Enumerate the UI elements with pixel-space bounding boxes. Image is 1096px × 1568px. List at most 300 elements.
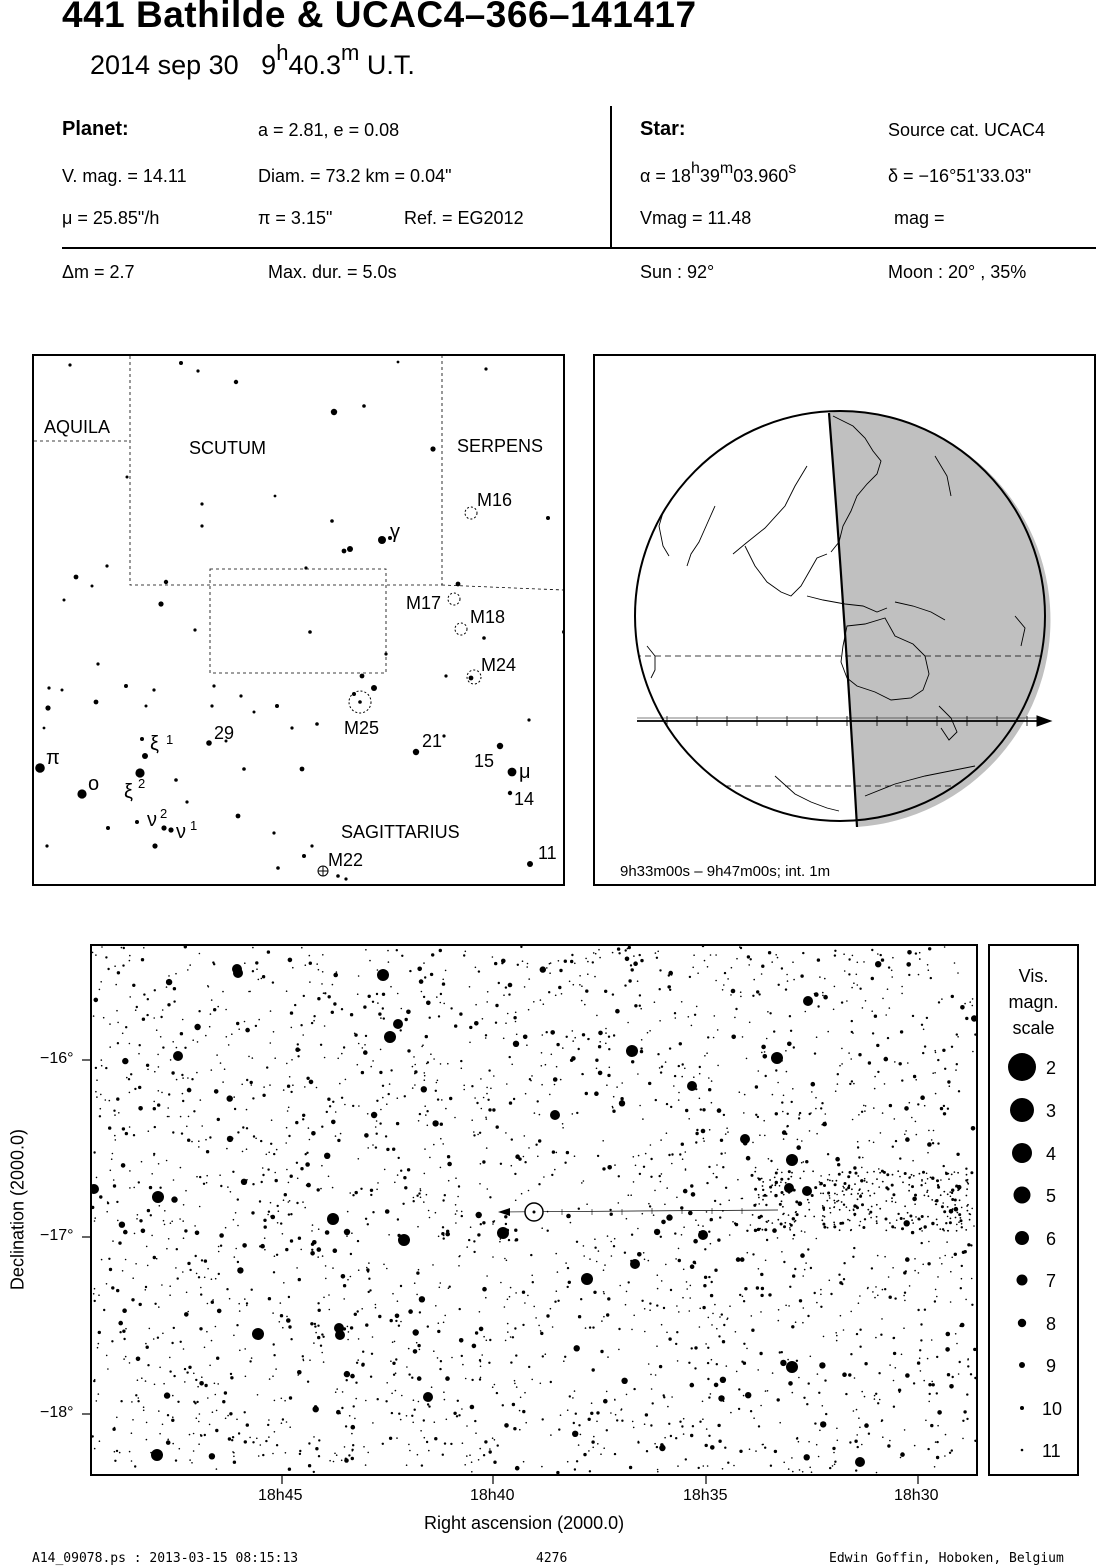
field-star xyxy=(524,1302,526,1304)
field-star xyxy=(820,1294,822,1296)
field-star xyxy=(954,1171,956,1173)
field-star xyxy=(274,1400,276,1402)
field-star xyxy=(244,1411,246,1413)
field-star xyxy=(836,1201,838,1203)
field-star xyxy=(967,1179,969,1181)
field-star xyxy=(594,1238,596,1240)
field-star xyxy=(928,1383,931,1386)
field-star xyxy=(405,1018,408,1021)
field-star xyxy=(822,1122,827,1127)
field-star xyxy=(131,1298,134,1301)
field-star xyxy=(367,1113,369,1115)
field-star xyxy=(142,1018,145,1021)
field-star xyxy=(184,946,187,949)
field-star xyxy=(197,1386,199,1388)
field-star xyxy=(625,1304,627,1306)
field-star xyxy=(107,968,109,970)
field-star xyxy=(839,1065,841,1067)
field-star xyxy=(765,1260,767,1262)
field-star xyxy=(424,1148,426,1150)
field-star xyxy=(676,1305,678,1307)
field-star xyxy=(470,1405,475,1410)
field-star xyxy=(361,1363,364,1366)
bright-star xyxy=(771,1052,783,1064)
field-star xyxy=(762,1181,764,1183)
field-star xyxy=(803,1397,805,1399)
field-star xyxy=(795,1220,797,1222)
field-star xyxy=(141,1161,143,1163)
field-star xyxy=(317,1188,320,1191)
field-star xyxy=(310,1322,313,1325)
field-star xyxy=(163,1383,165,1385)
field-star xyxy=(195,1255,197,1257)
field-star xyxy=(239,1310,241,1312)
field-star xyxy=(849,1441,851,1443)
field-star xyxy=(583,1180,585,1182)
field-star xyxy=(425,1114,427,1116)
field-star xyxy=(670,1289,672,1291)
field-star xyxy=(96,1177,98,1179)
field-star xyxy=(507,1013,509,1015)
field-star xyxy=(349,1415,351,1417)
field-star xyxy=(385,1209,390,1214)
field-star xyxy=(947,1216,949,1218)
field-star xyxy=(408,1309,413,1314)
field-star xyxy=(343,1298,345,1300)
legend-dot-6 xyxy=(1015,1231,1029,1245)
field-star xyxy=(907,950,912,955)
field-star xyxy=(853,1247,855,1249)
field-star xyxy=(715,1176,717,1178)
field-star xyxy=(290,1175,293,1178)
field-star xyxy=(592,1368,595,1371)
field-star xyxy=(426,1441,428,1443)
field-star xyxy=(524,1161,526,1163)
field-star xyxy=(463,1085,465,1087)
field-star xyxy=(758,1197,760,1199)
field-star xyxy=(838,1274,840,1276)
legend-dots xyxy=(990,946,1077,1474)
field-star xyxy=(98,1393,100,1395)
field-star xyxy=(393,1374,395,1376)
field-star xyxy=(962,1420,964,1422)
field-star xyxy=(539,1114,541,1116)
field-star xyxy=(781,1251,783,1253)
field-star xyxy=(696,1129,698,1131)
field-star xyxy=(560,1079,562,1081)
field-star xyxy=(437,1357,439,1359)
field-star xyxy=(793,979,795,981)
field-star xyxy=(414,1409,416,1411)
field-star xyxy=(714,1383,719,1388)
field-star xyxy=(810,1356,812,1358)
field-star xyxy=(146,1246,148,1248)
field-star xyxy=(238,1028,240,1030)
field-star xyxy=(540,1330,542,1332)
field-star xyxy=(927,1262,930,1265)
field-star xyxy=(204,1347,206,1349)
field-star xyxy=(751,1174,754,1177)
field-star xyxy=(485,1034,487,1036)
field-star xyxy=(690,1264,695,1269)
field-star xyxy=(894,1297,896,1299)
field-star xyxy=(917,1309,919,1311)
field-star xyxy=(245,1376,247,1378)
field-star xyxy=(875,1286,877,1288)
field-star xyxy=(352,1444,354,1446)
field-star xyxy=(717,1424,720,1427)
field-star xyxy=(504,1215,507,1218)
field-star xyxy=(395,1320,397,1322)
field-star xyxy=(423,962,425,964)
field-star xyxy=(621,1378,627,1384)
field-star xyxy=(873,1142,875,1144)
field-star xyxy=(199,1381,204,1386)
field-star xyxy=(699,1326,701,1328)
field-star xyxy=(323,992,325,994)
field-star xyxy=(876,1204,878,1206)
field-star xyxy=(931,1177,934,1180)
field-star xyxy=(903,1295,905,1297)
field-star xyxy=(396,949,398,951)
ytick-17: −17° xyxy=(40,1227,74,1244)
field-star xyxy=(537,1100,539,1102)
field-star xyxy=(833,1225,836,1228)
field-star xyxy=(260,1444,262,1446)
field-star xyxy=(824,1379,826,1381)
field-star xyxy=(871,949,873,951)
field-star xyxy=(478,1459,480,1461)
field-star xyxy=(744,1287,747,1290)
field-star xyxy=(676,1331,678,1333)
field-star xyxy=(655,1099,657,1101)
field-star xyxy=(153,1256,156,1259)
field-star xyxy=(114,965,116,967)
field-star xyxy=(284,1193,287,1196)
field-star xyxy=(116,1010,118,1012)
field-star xyxy=(336,1454,338,1456)
field-star xyxy=(853,1083,855,1085)
field-star xyxy=(860,1221,862,1223)
field-star xyxy=(455,1213,457,1215)
field-star xyxy=(233,1219,235,1221)
field-star xyxy=(462,1442,464,1444)
field-star xyxy=(302,1118,304,1120)
field-star xyxy=(527,1295,529,1297)
field-star xyxy=(858,1114,860,1116)
field-star xyxy=(158,1090,160,1092)
field-star xyxy=(678,1311,680,1313)
field-star xyxy=(823,1336,825,1338)
field-star xyxy=(683,1226,685,1228)
field-star xyxy=(895,1367,897,1369)
field-star xyxy=(740,1257,745,1262)
field-star xyxy=(845,1393,847,1395)
field-star xyxy=(660,1236,662,1238)
field-star xyxy=(585,1327,587,1329)
field-star xyxy=(311,1131,316,1136)
field-star xyxy=(852,1032,854,1034)
field-star xyxy=(656,1345,658,1347)
field-star xyxy=(307,1381,309,1383)
field-star xyxy=(674,1012,676,1014)
field-star xyxy=(657,1469,659,1471)
field-star xyxy=(218,1251,220,1253)
field-star xyxy=(874,1015,877,1018)
field-star xyxy=(352,1194,354,1196)
field-star xyxy=(133,1187,135,1189)
field-star xyxy=(375,1307,377,1309)
field-star xyxy=(708,1317,710,1319)
field-star xyxy=(252,1183,254,1185)
field-star xyxy=(736,1257,741,1262)
field-star xyxy=(316,1087,318,1089)
field-star xyxy=(596,1261,598,1263)
field-star xyxy=(509,1056,511,1058)
field-star xyxy=(735,1008,737,1010)
field-star xyxy=(273,1354,275,1356)
field-star xyxy=(372,1422,374,1424)
field-star xyxy=(321,1165,323,1167)
field-star xyxy=(260,1140,262,1142)
field-star xyxy=(704,960,706,962)
field-star xyxy=(650,1158,652,1160)
field-star xyxy=(461,1215,463,1217)
field-star xyxy=(123,1358,125,1360)
field-star xyxy=(729,1234,731,1236)
field-star xyxy=(936,1356,938,1358)
field-star xyxy=(803,1307,805,1309)
field-star xyxy=(432,1264,434,1266)
field-star xyxy=(758,993,760,995)
footer-file-info: A14_09078.ps : 2013-03-15 08:15:13 xyxy=(32,1551,299,1566)
field-star xyxy=(573,984,575,986)
field-star xyxy=(635,1165,637,1167)
field-star xyxy=(237,1267,243,1273)
field-star xyxy=(882,1181,884,1183)
field-star xyxy=(881,958,884,961)
field-star xyxy=(911,1117,913,1119)
field-star xyxy=(365,1464,367,1466)
field-star xyxy=(699,1421,701,1423)
field-star xyxy=(589,1470,591,1472)
field-star xyxy=(714,1200,716,1202)
field-star xyxy=(936,1392,938,1394)
field-star xyxy=(940,1194,942,1196)
field-star xyxy=(367,1452,369,1454)
field-star xyxy=(173,1375,175,1377)
field-star xyxy=(955,1217,957,1219)
field-star xyxy=(698,1224,700,1226)
field-star xyxy=(424,1173,426,1175)
field-star xyxy=(145,1380,147,1382)
field-star xyxy=(246,1148,248,1150)
field-star xyxy=(624,1252,626,1254)
field-star xyxy=(873,1107,875,1109)
event-date: 2014 sep 30 xyxy=(90,50,239,80)
field-star xyxy=(134,1465,136,1467)
field-star xyxy=(857,1193,859,1195)
field-star xyxy=(587,973,589,975)
field-star xyxy=(923,1029,925,1031)
field-star xyxy=(961,1278,963,1280)
field-star xyxy=(843,1194,845,1196)
field-star xyxy=(510,1361,512,1363)
field-star xyxy=(227,1186,229,1188)
field-star xyxy=(169,1285,171,1287)
field-star xyxy=(180,1116,182,1118)
field-star xyxy=(685,1458,687,1460)
field-star xyxy=(769,1179,771,1181)
field-star xyxy=(961,1265,963,1267)
field-star xyxy=(435,1090,437,1092)
field-star xyxy=(871,977,874,980)
field-star xyxy=(795,1321,797,1323)
field-star xyxy=(382,1007,384,1009)
field-star xyxy=(440,1360,442,1362)
field-star xyxy=(811,1194,814,1197)
field-star xyxy=(500,1282,502,1284)
field-star xyxy=(868,1061,871,1064)
field-star xyxy=(408,1348,410,1350)
field-star xyxy=(181,1132,183,1134)
field-star xyxy=(920,1370,922,1372)
field-star xyxy=(789,1227,791,1229)
field-star xyxy=(780,1178,783,1181)
field-star xyxy=(279,1321,281,1323)
field-star xyxy=(924,1105,926,1107)
field-star xyxy=(879,1208,881,1210)
field-star xyxy=(883,1171,886,1174)
field-star xyxy=(959,1199,961,1201)
field-star xyxy=(317,1336,320,1339)
field-star xyxy=(339,1413,341,1415)
field-star xyxy=(494,1384,496,1386)
field-star xyxy=(236,1022,239,1025)
field-star xyxy=(386,1103,388,1105)
field-star xyxy=(785,1305,787,1307)
field-star xyxy=(939,1228,941,1230)
field-star xyxy=(312,1224,314,1226)
field-star xyxy=(119,1331,121,1333)
field-star xyxy=(556,1471,559,1474)
field-star xyxy=(598,1031,603,1036)
field-star xyxy=(798,1441,800,1443)
field-star xyxy=(506,1260,508,1262)
field-star xyxy=(691,1025,693,1027)
field-star xyxy=(961,1207,963,1209)
field-star xyxy=(713,1037,715,1039)
field-star xyxy=(461,1408,463,1410)
field-star xyxy=(164,1210,166,1212)
field-star xyxy=(255,1138,257,1140)
field-star xyxy=(748,964,750,966)
field-star xyxy=(689,976,691,978)
field-star xyxy=(574,1037,576,1039)
field-star xyxy=(874,1088,876,1090)
field-star xyxy=(572,1431,578,1437)
field-star xyxy=(973,1225,975,1227)
field-star xyxy=(865,1105,867,1107)
field-star xyxy=(801,1140,803,1142)
field-star xyxy=(462,1364,464,1366)
field-star xyxy=(302,1034,304,1036)
field-star xyxy=(230,1376,233,1379)
bright-star xyxy=(384,1031,396,1043)
field-star xyxy=(771,1184,773,1186)
field-star xyxy=(824,1216,826,1218)
field-star xyxy=(531,1075,533,1077)
field-star xyxy=(800,1253,805,1258)
field-star xyxy=(618,1328,620,1330)
field-star xyxy=(670,1435,672,1437)
field-star xyxy=(648,1203,650,1205)
field-star xyxy=(566,1036,568,1038)
field-star xyxy=(164,1224,166,1226)
field-star xyxy=(958,1189,960,1191)
field-star xyxy=(864,1178,866,1180)
field-star xyxy=(780,1360,786,1366)
field-star xyxy=(180,1167,182,1169)
field-star xyxy=(893,1352,896,1355)
field-star xyxy=(749,1448,751,1450)
field-star xyxy=(843,1262,845,1264)
field-star xyxy=(778,1320,780,1322)
field-star xyxy=(440,1138,442,1140)
field-star xyxy=(231,1033,233,1035)
field-star xyxy=(213,1008,216,1011)
field-star xyxy=(429,1157,431,1159)
field-star xyxy=(799,1469,801,1471)
field-star xyxy=(229,1412,232,1415)
field-star xyxy=(389,1437,392,1440)
field-star xyxy=(779,1422,781,1424)
field-star xyxy=(116,1289,119,1292)
field-star xyxy=(877,1071,879,1073)
field-star xyxy=(315,1332,317,1334)
field-star xyxy=(666,1332,668,1334)
field-star xyxy=(665,1061,667,1063)
field-star xyxy=(699,1308,701,1310)
field-star xyxy=(170,1059,172,1061)
field-star xyxy=(433,1058,435,1060)
field-star xyxy=(147,998,149,1000)
field-star xyxy=(884,1256,886,1258)
field-star xyxy=(862,1157,864,1159)
field-star xyxy=(533,1306,535,1308)
field-star xyxy=(691,1192,696,1197)
field-star xyxy=(182,1220,184,1222)
field-star xyxy=(482,1221,485,1224)
field-star xyxy=(710,1445,715,1450)
field-star xyxy=(302,1114,305,1117)
field-star xyxy=(685,1151,687,1153)
field-star xyxy=(836,1180,838,1182)
field-star xyxy=(171,1221,173,1223)
field-star xyxy=(811,1471,813,1473)
label-omicron: o xyxy=(88,773,100,795)
field-star xyxy=(814,1422,816,1424)
legend-dot-5 xyxy=(1014,1187,1031,1204)
field-star xyxy=(907,1212,909,1214)
field-star xyxy=(833,1452,835,1454)
field-star xyxy=(542,1355,544,1357)
field-star xyxy=(718,1335,720,1337)
field-star xyxy=(758,1194,760,1196)
field-star xyxy=(283,1282,285,1284)
field-star xyxy=(398,1413,400,1415)
field-star xyxy=(274,1172,276,1174)
